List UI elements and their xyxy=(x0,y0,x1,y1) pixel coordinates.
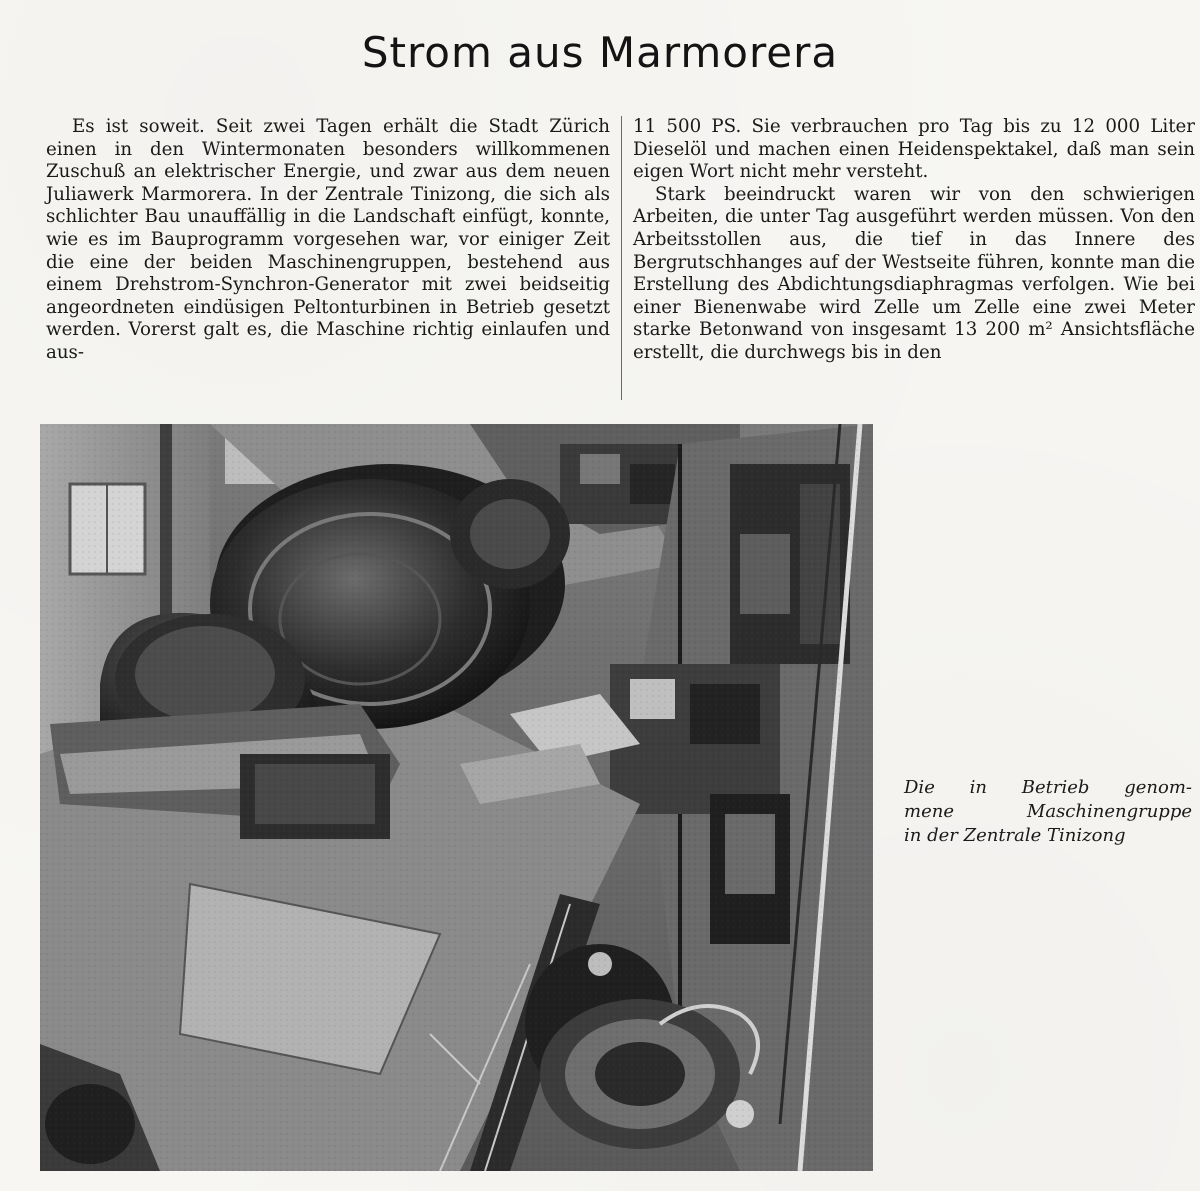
caption-line: mene Maschinengruppe xyxy=(904,801,1192,822)
machine-hall-photo xyxy=(40,424,873,1171)
article-paragraph: Es ist soweit. Seit zwei Tagen erhält die Stadt Zürich einen in den Wintermonaten besonders willkommenen Zuschuß an elektrischer Energie, und zwar aus dem neuen Juliawerk Marmorera. In der Zentrale Tinizong, die sich als schlichter Bau unauffällig in die Landschaft einfügt, konnte, wie es im Bauprogramm vorgesehen war, vor einiger Zeit die eine der beiden Maschinengruppen, bestehend aus einem Drehstrom-Synchron-Generator mit zwei beidseitig angeordneten eindüsigen Peltonturbinen in Betrieb gesetzt werden. Vorerst galt es, die Maschine richtig einlaufen und aus- xyxy=(46,116,610,363)
photo-caption xyxy=(904,776,1192,848)
article-column-left xyxy=(46,116,610,365)
column-divider xyxy=(621,116,622,400)
caption-line: in der Zentrale Tinizong xyxy=(904,825,1126,846)
headline: Strom aus Marmorera xyxy=(361,28,839,77)
article-paragraph: Stark beeindruckt waren wir von den schwierigen Arbeiten, die unter Tag ausgeführt werden müssen. Von den Arbeitsstollen aus, die tief in das Innere des Bergrutschhanges auf der Westseite führen, konnte man die Erstellung des Abdichtungsdiaphragmas verfolgen. Wie bei einer Bienenwabe wird Zelle um Zelle eine zwei Meter starke Betonwand von insgesamt 13 200 m² Ansichtsfläche erstellt, die durchwegs bis in den xyxy=(633,183,1195,363)
article-column-right xyxy=(633,116,1195,365)
article-paragraph: 11 500 PS. Sie verbrauchen pro Tag bis zu 12 000 Liter Dieselöl und machen einen Heidenspektakel, daß man sein eigen Wort nicht mehr versteht. xyxy=(633,116,1195,183)
caption-line: Die in Betrieb genom- xyxy=(904,777,1192,798)
